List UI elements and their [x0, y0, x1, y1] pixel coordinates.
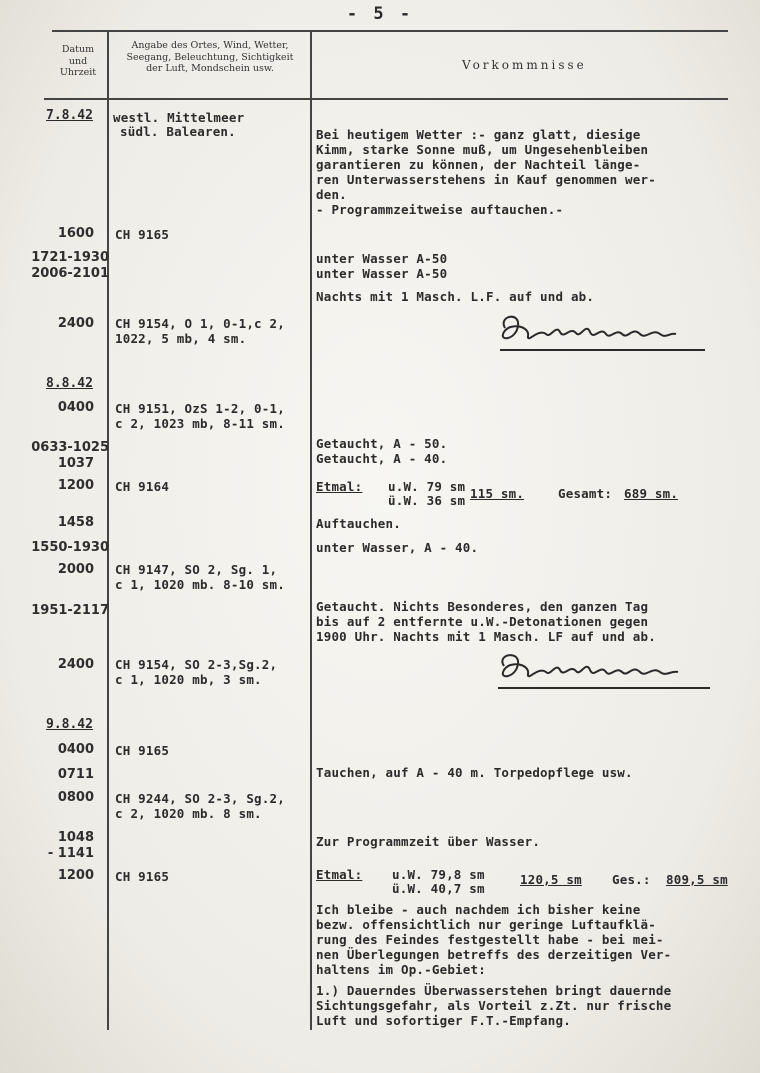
weather-text: c 2, 1023 mb, 8-11 sm.	[115, 416, 285, 431]
etmal-total: 809,5 sm	[666, 872, 728, 887]
time-entry: 1600	[57, 226, 94, 241]
event-text: Getaucht, A - 40.	[316, 451, 448, 466]
weather-text: CH 9147, SO 2, Sg. 1,	[115, 562, 278, 577]
weather-text: CH 9154, O 1, 0-1,c 2,	[115, 316, 285, 331]
etmal-total-label: Ges.:	[612, 872, 651, 887]
time-entry: 0711	[57, 767, 94, 782]
commander-signature-1	[490, 306, 720, 356]
weather-text: 1022, 5 mb, 4 sm.	[115, 331, 247, 346]
weather-text: c 1, 1020 mb. 8-10 sm.	[115, 577, 285, 592]
event-text: Kimm, starke Sonne muß, um Ungesehenbleiben	[316, 142, 649, 157]
column-divider-2	[310, 30, 312, 1030]
time-entry: 1550-1930	[31, 540, 109, 555]
grid-square: CH 9164	[115, 479, 170, 494]
event-text: Tauchen, auf A - 40 m. Torpedopflege usw.	[316, 765, 633, 780]
weather-text: c 1, 1020 mb, 3 sm.	[115, 672, 262, 687]
event-text: Zur Programmzeit über Wasser.	[316, 834, 541, 849]
page-number: - 5 -	[346, 4, 414, 24]
weather-text: CH 9154, SO 2-3,Sg.2,	[115, 657, 278, 672]
event-text: unter Wasser A-50	[316, 266, 448, 281]
time-entry: 2400	[57, 316, 94, 331]
event-text: rung des Feindes festgestellt habe - bei mei-	[316, 932, 664, 947]
time-entry: 1721-1930	[31, 250, 109, 265]
column-divider-1	[107, 30, 109, 1030]
event-text: unter Wasser, A - 40.	[316, 540, 479, 555]
header-location-weather: Angabe des Ortes, Wind, Wetter, Seegang, Beleuchtung, Sichtigkeit der Luft, Mondschein usw.	[126, 40, 294, 74]
header-bottom-rule	[44, 98, 728, 100]
event-text: Getaucht, A - 50.	[316, 436, 448, 451]
commander-signature-2	[490, 646, 720, 694]
time-entry: 1200	[57, 478, 94, 493]
weather-text: c 2, 1020 mb. 8 sm.	[115, 806, 262, 821]
event-text: bezw. offensichtlich nur geringe Luftaufklä-	[316, 917, 656, 932]
time-entry: 0400	[57, 400, 94, 415]
event-text: Luft und sofortiger F.T.-Empfang.	[316, 1013, 571, 1028]
time-entry: 0800	[57, 790, 94, 805]
time-entry: 1951-2117	[31, 603, 109, 618]
event-text: bis auf 2 entfernte u.W.-Detonationen gegen	[316, 614, 649, 629]
grid-square: CH 9165	[115, 743, 170, 758]
etmal-label: Etmal:	[316, 479, 363, 494]
grid-square: CH 9165	[115, 227, 170, 242]
time-entry: 1200	[57, 868, 94, 883]
event-text: Nachts mit 1 Masch. L.F. auf und ab.	[316, 289, 595, 304]
event-text: - Programmzeitweise auftauchen.-	[316, 202, 564, 217]
event-text: Getaucht. Nichts Besonderes, den ganzen Tag	[316, 599, 649, 614]
event-text: unter Wasser A-50	[316, 251, 448, 266]
event-text: Ich bleibe - auch nachdem ich bisher keine	[316, 902, 641, 917]
header-events: Vorkommnisse	[462, 58, 587, 72]
grid-square: CH 9165	[115, 869, 170, 884]
event-text: Auftauchen.	[316, 516, 401, 531]
event-text: 1.) Dauerndes Überwasserstehen bringt dauernde	[316, 983, 672, 998]
event-text: Sichtungsgefahr, als Vorteil z.Zt. nur frische	[316, 998, 672, 1013]
etmal-sum: 115 sm.	[470, 486, 525, 501]
etmal-total: 689 sm.	[624, 486, 679, 501]
time-entry: 2006-2101	[31, 266, 109, 281]
location-text: westl. Mittelmeer	[113, 110, 245, 125]
date-entry: 9.8.42	[46, 717, 93, 732]
time-entry: 1458	[57, 515, 94, 530]
time-entry: 0633-1025	[31, 440, 109, 455]
time-entry: 1037	[57, 456, 94, 471]
etmal-underwater: u.W. 79,8 sm	[392, 867, 485, 882]
time-entry: - 1141	[47, 846, 94, 861]
time-entry: 2000	[57, 562, 94, 577]
header-date-time: Datum und Uhrzeit	[59, 44, 97, 78]
etmal-surface: ü.W. 40,7 sm	[392, 881, 485, 896]
date-entry: 8.8.42	[46, 376, 93, 391]
etmal-label: Etmal:	[316, 867, 363, 882]
etmal-underwater: u.W. 79 sm	[388, 479, 466, 494]
event-text: haltens im Op.-Gebiet:	[316, 962, 486, 977]
location-text: südl. Balearen.	[120, 124, 236, 139]
time-entry: 0400	[57, 742, 94, 757]
event-text: garantieren zu können, der Nachteil länge-	[316, 157, 641, 172]
time-entry: 2400	[57, 657, 94, 672]
weather-text: CH 9151, OzS 1-2, 0-1,	[115, 401, 285, 416]
date-entry: 7.8.42	[46, 108, 93, 123]
weather-text: CH 9244, SO 2-3, Sg.2,	[115, 791, 285, 806]
event-text: den.	[316, 187, 347, 202]
event-text: Bei heutigem Wetter :- ganz glatt, diesige	[316, 127, 641, 142]
etmal-sum: 120,5 sm	[520, 872, 582, 887]
time-entry: 1048	[57, 830, 94, 845]
etmal-total-label: Gesamt:	[558, 486, 613, 501]
event-text: nen Überlegungen betreffs des derzeitigen Ver-	[316, 947, 672, 962]
event-text: 1900 Uhr. Nachts mit 1 Masch. LF auf und ab.	[316, 629, 656, 644]
header-top-rule	[52, 30, 728, 32]
etmal-surface: ü.W. 36 sm	[388, 493, 466, 508]
event-text: ren Unterwasserstehens in Kauf genommen wer-	[316, 172, 656, 187]
